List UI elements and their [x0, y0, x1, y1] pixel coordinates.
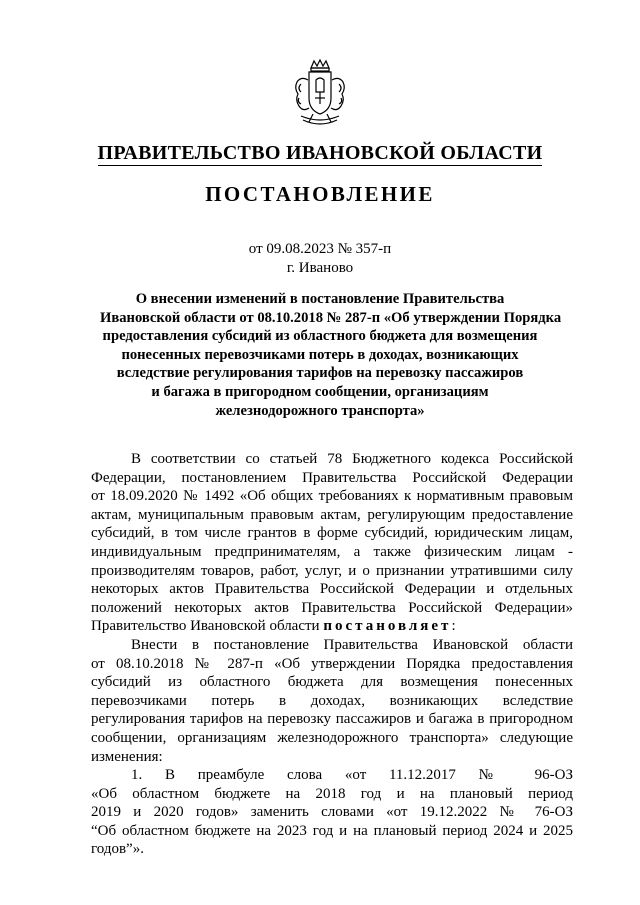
body-line: регулирования тарифов на перевозку пассажиров и багажа в пригородном: [91, 711, 573, 728]
subject-line: понесенных перевозчиками потерь в доходах, возникающих: [121, 346, 519, 363]
body-line: индивидуальным предпринимателям, а также физическим лицам -: [91, 543, 573, 560]
body-line: Федерации, постановлением Правительства Российской Федерации: [91, 469, 573, 486]
body-line: перевозчиками потерь в доходах, возникающих вследствие: [91, 692, 573, 709]
city: г. Иваново: [286, 260, 354, 276]
subject-line: О внесении изменений в постановление Правительства: [135, 291, 505, 307]
decree-line: [91, 617, 573, 636]
subject-line: Ивановской области от 08.10.2018 № 287-п «Об утверждении Порядка: [100, 309, 562, 326]
body-line: производителям товаров, работ, услуг, и о признании утратившими силу: [91, 562, 573, 579]
body-line: изменения:: [91, 748, 163, 765]
body-line: от 08.10.2018 № 287-п «Об утверждении Порядка предоставления: [91, 655, 573, 672]
body-line: 2019 и 2020 годов» заменить словами «от 19.12.2022 № 76-ОЗ: [91, 804, 573, 821]
government-title: ПРАВИТЕЛЬСТВО ИВАНОВСКОЙ ОБЛАСТИ: [97, 142, 543, 164]
body-line: актам, муниципальным правовым актам, регулирующим предоставление: [91, 506, 573, 523]
document-body: [91, 450, 573, 859]
body-line: «Об областном бюджете на 2018 год и на плановый период: [91, 785, 573, 802]
coat-of-arms-icon: [289, 58, 351, 128]
document-subject: [100, 290, 562, 420]
body-line: некоторых актов Правительства Российской Федерации и отдельных: [91, 581, 573, 598]
body-line: “Об областном бюджете на 2023 год и на плановый период 2024 и 2025: [91, 822, 573, 839]
body-line: от 18.09.2020 № 1492 «Об общих требованиях к нормативным правовым: [91, 488, 573, 505]
decree-suffix: :: [451, 618, 456, 635]
body-line: положений некоторых актов Правительства Российской Федерации»: [91, 599, 573, 616]
subject-line: вследствие регулирования тарифов на перевозку пассажиров: [116, 365, 524, 382]
subject-line: предоставления субсидий из областного бюджета для возмещения: [102, 328, 538, 345]
date-number: от 09.08.2023 № 357-п: [248, 241, 392, 257]
body-line: годов”».: [91, 841, 144, 858]
body-line: сообщении, организациям железнодорожного транспорта» следующие: [91, 729, 573, 746]
body-line: В соответствии со статьей 78 Бюджетного кодекса Российской: [131, 451, 573, 467]
body-line: субсидий, в том числе грантов в форме субсидий, юридическим лицам,: [91, 525, 573, 542]
decree-word: постановляет: [323, 618, 452, 635]
body-line: 1. В преамбуле слова «от 11.12.2017 № 96-ОЗ: [131, 767, 573, 784]
document-type: ПОСТАНОВЛЕНИЕ: [205, 182, 435, 206]
subject-line: железнодорожного транспорта»: [215, 402, 425, 419]
subject-line: и багажа в пригородном сообщении, организациям: [151, 383, 489, 400]
body-line: субсидий из областного бюджета для возмещения понесенных: [91, 674, 573, 691]
body-line: Внести в постановление Правительства Ивановской области: [131, 636, 573, 653]
decree-prefix: Правительство Ивановской области: [91, 618, 324, 635]
